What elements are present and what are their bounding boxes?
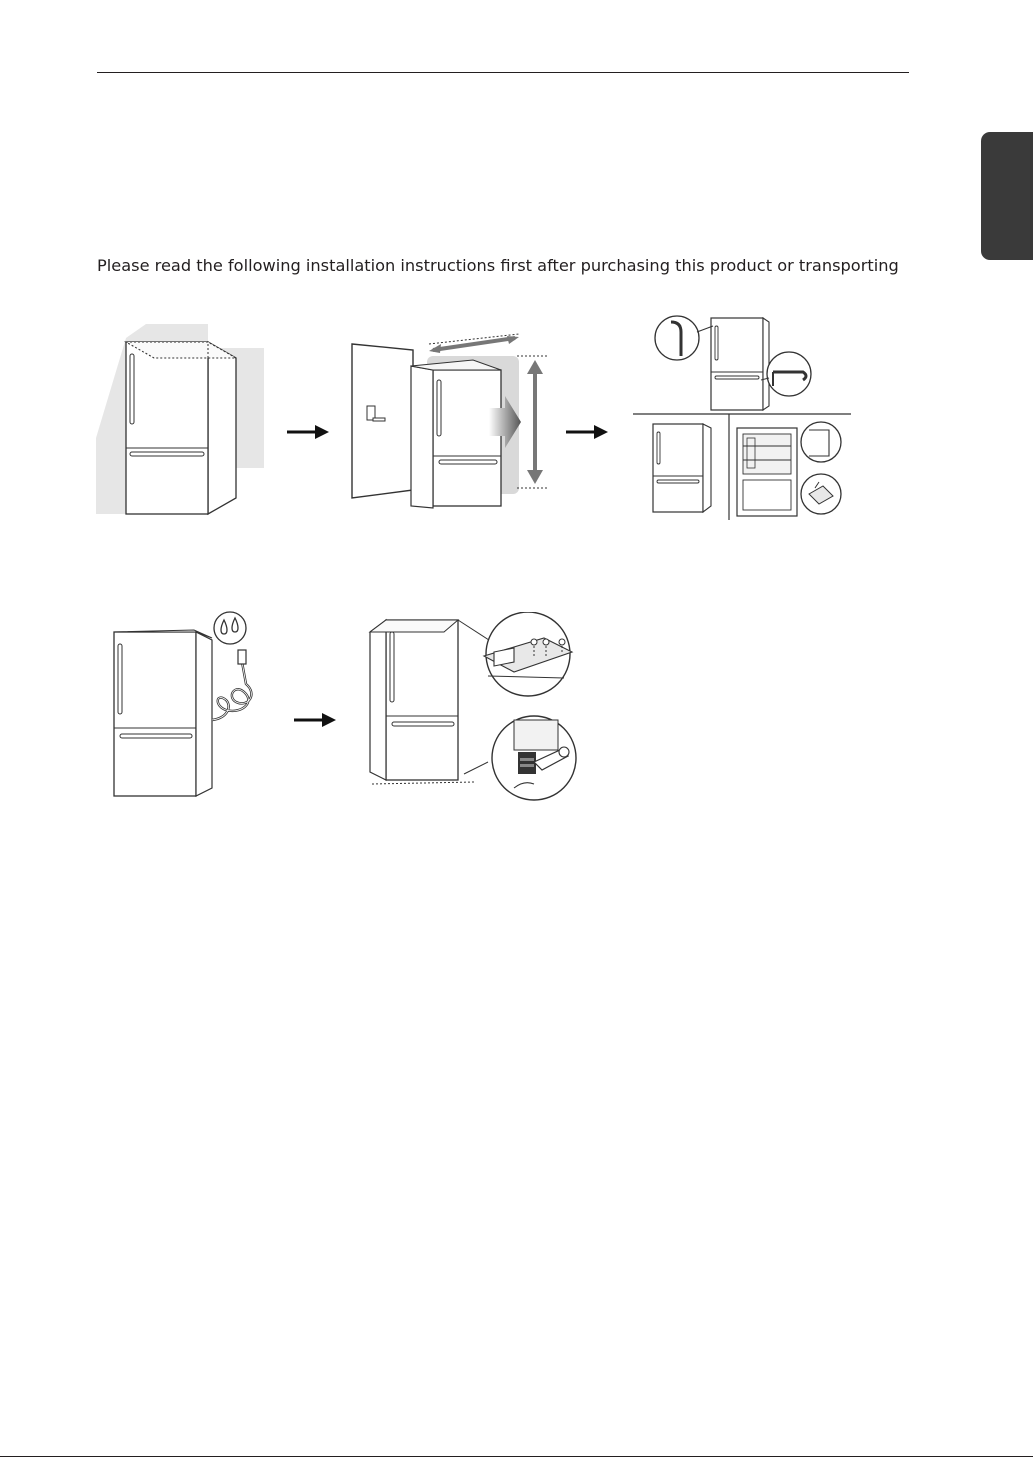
illustration-handles-and-interior xyxy=(633,310,853,522)
illustration-water-supply xyxy=(108,610,268,800)
intro-text: Please read the following installation instructions first after purchasing this product or transporting xyxy=(97,256,899,276)
header-rule xyxy=(97,72,909,73)
arrow-right-icon xyxy=(287,424,329,444)
illustration-leveling-and-bracket xyxy=(364,612,580,802)
arrow-right-icon xyxy=(566,424,608,444)
footer-rule xyxy=(0,1456,1033,1457)
arrow-right-icon xyxy=(294,712,336,732)
illustration-door-clearance xyxy=(349,330,555,516)
illustration-fridge-placement xyxy=(96,318,268,518)
language-side-tab xyxy=(981,132,1033,260)
